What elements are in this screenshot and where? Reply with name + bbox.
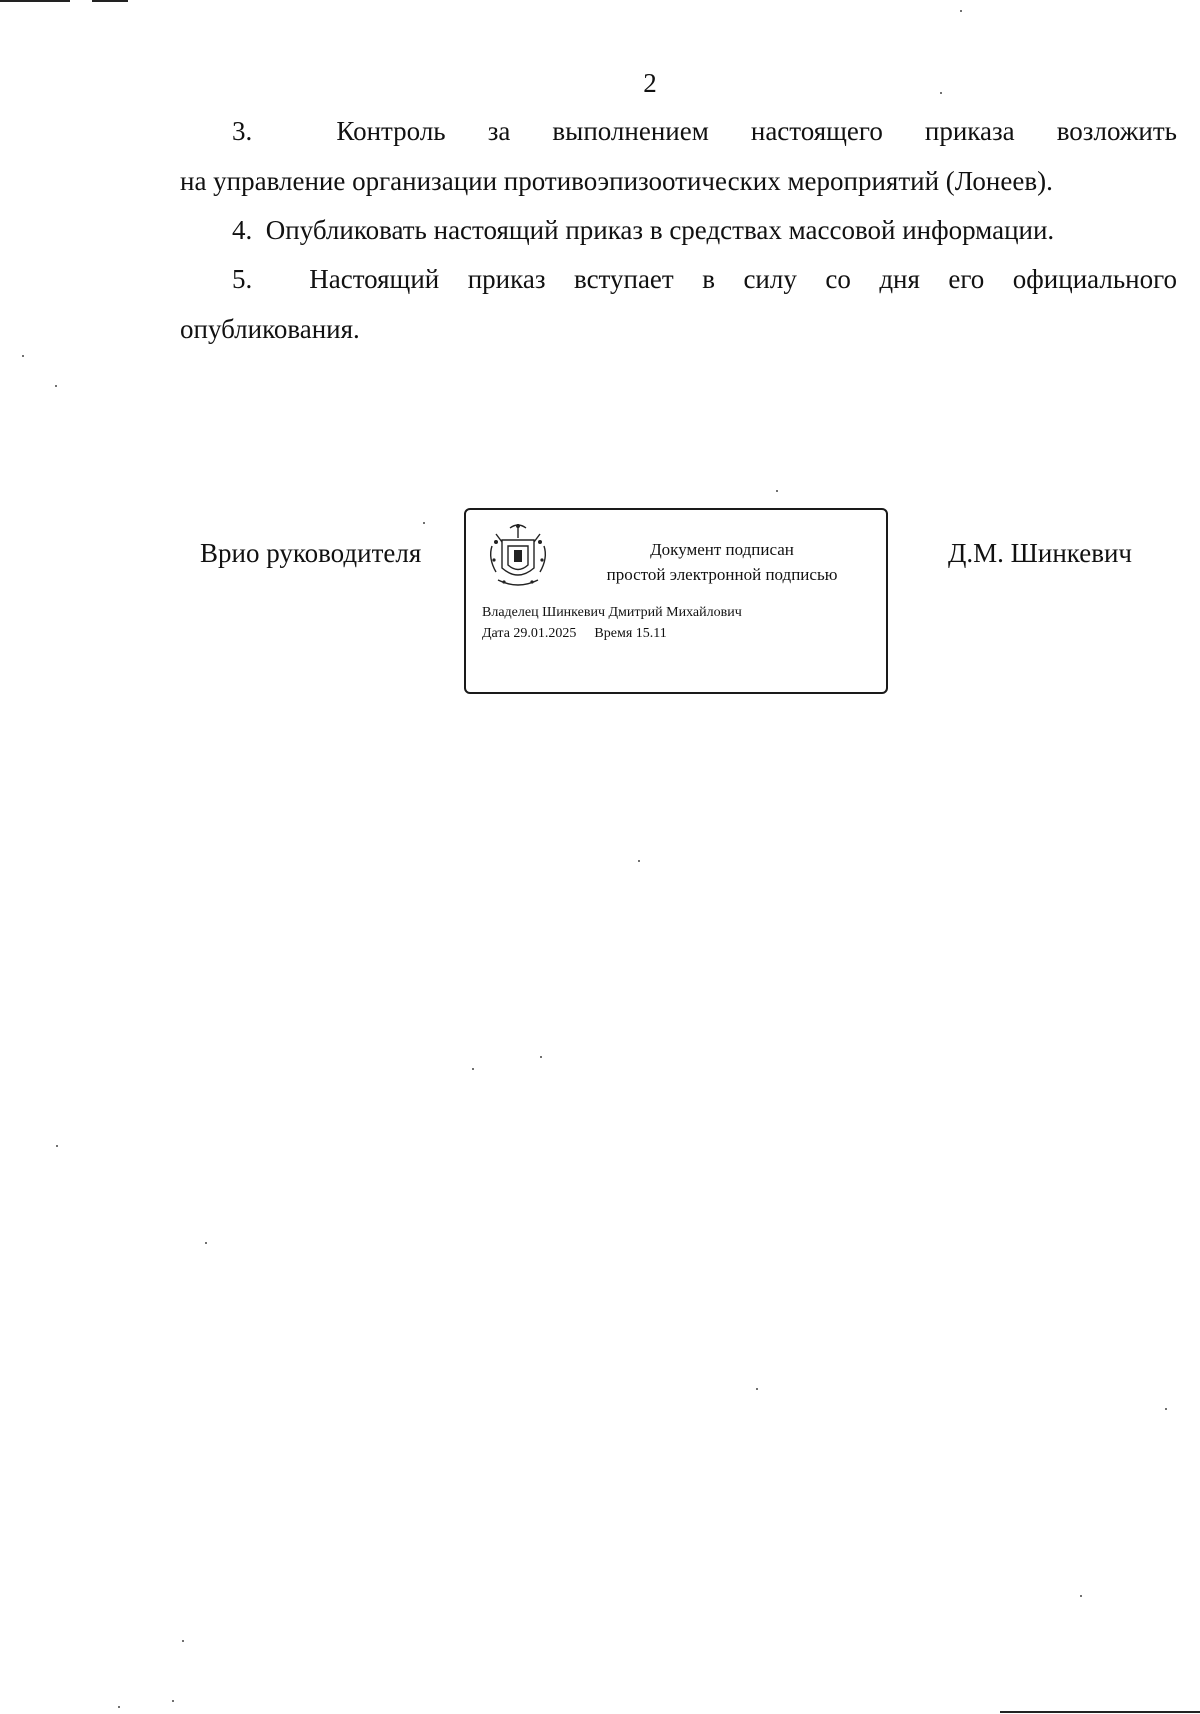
stamp-date: Дата 29.01.2025 <box>482 626 577 641</box>
scan-speck <box>182 1640 184 1642</box>
paragraph-5-line-2: опубликования. <box>180 314 360 344</box>
scan-speck <box>423 522 425 524</box>
scan-edge-top-2 <box>92 0 128 2</box>
stamp-owner: Владелец Шинкевич Дмитрий Михайлович <box>482 605 742 620</box>
scan-speck <box>638 860 640 862</box>
stamp-title-line-2: простой электронной подписью <box>606 565 838 584</box>
stamp-date-time <box>482 626 667 642</box>
paragraph-5-line-1: 5. Настоящий приказ вступает в силу со дня его официального <box>232 264 1177 294</box>
paragraph-3-line-1: 3. Контроль за выполнением настоящего приказа возложить <box>232 116 1177 146</box>
scan-speck <box>540 1056 542 1058</box>
scan-speck <box>22 355 24 357</box>
coat-of-arms-icon <box>484 520 552 592</box>
electronic-signature-stamp <box>464 508 888 694</box>
scan-speck <box>1165 1408 1167 1410</box>
page-number: 2 <box>643 68 657 98</box>
scan-speck <box>776 490 778 492</box>
scan-speck <box>56 1145 58 1147</box>
scan-speck <box>756 1388 758 1390</box>
scan-speck <box>205 1242 207 1244</box>
scan-speck <box>172 1700 174 1702</box>
scan-speck <box>118 1706 120 1708</box>
scan-edge-top <box>0 0 70 2</box>
scan-speck <box>960 10 962 12</box>
signer-position: Врио руководителя <box>200 538 422 568</box>
stamp-title-line-1: Документ подписан <box>650 540 794 559</box>
scan-speck <box>1080 1595 1082 1597</box>
paragraph-3-line-2: на управление организации противоэпизоотических мероприятий (Лонеев). <box>180 166 1053 196</box>
scan-edge-bottom <box>1000 1711 1200 1713</box>
stamp-time: Время 15.11 <box>594 626 667 641</box>
paragraph-4: 4. Опубликовать настоящий приказ в средствах массовой информации. <box>232 215 1055 245</box>
signer-name: Д.М. Шинкевич <box>947 538 1132 568</box>
scan-speck <box>55 385 57 387</box>
scan-speck <box>940 92 942 94</box>
scan-speck <box>472 1068 474 1070</box>
